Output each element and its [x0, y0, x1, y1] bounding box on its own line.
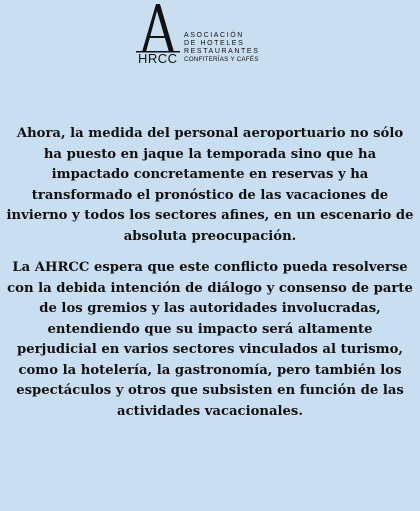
- paragraph-1: Ahora, la medida del personal aeroportuario no sólo ha puesto en jaque la temporada sino que ha impactado concretamente en reservas y ha transformado el pronóstico de las vacaciones de invierno y todos los sectores afines, en un escenario de absoluta preocupación.: [6, 126, 414, 244]
- ahrcc-logo: [136, 4, 286, 68]
- logo-line-4: CONFITERÍAS Y CAFÉS: [184, 56, 259, 63]
- logo-line-2: DE HOTELES: [184, 40, 245, 47]
- logo-acronym: HRCC: [138, 51, 178, 66]
- logo-line-1: ASOCIACIÓN: [184, 32, 244, 39]
- logo-text: [184, 32, 259, 64]
- statement-text: [6, 124, 414, 433]
- logo-a-mark-icon: [136, 4, 180, 54]
- paragraph-2: La AHRCC espera que este conflicto pueda resolverse con la debida intención de diálogo y consenso de parte de los gremios y las autoridades involucradas, entendiendo que su impacto será altamente perjudicial en varios sectores vinculados al turismo, como la hotelería, la gastronomía, pero también los espectáculos y otros que subsisten en función de las actividades vacacionales.: [7, 260, 413, 419]
- logo-line-3: RESTAURANTES: [184, 48, 260, 55]
